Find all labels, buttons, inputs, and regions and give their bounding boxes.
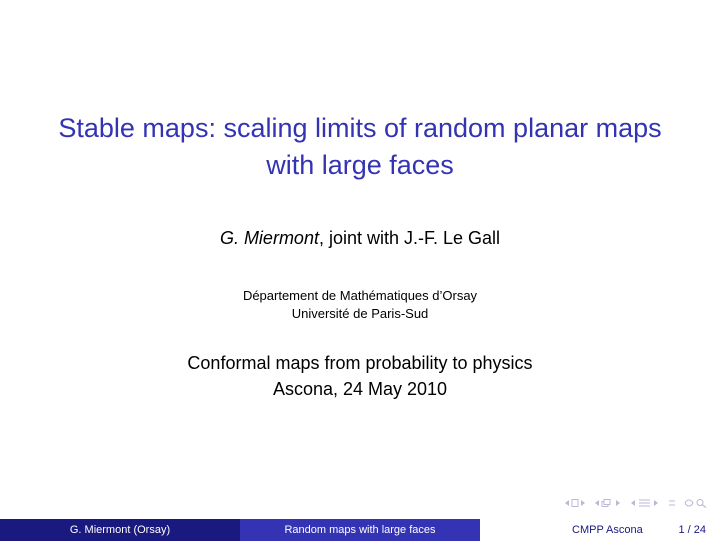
nav-next-subsection-icon	[616, 500, 620, 506]
footer-right	[480, 519, 720, 541]
nav-align-icon[interactable]	[668, 498, 676, 508]
nav-next-section-icon	[654, 500, 658, 506]
institute-line2: Université de Paris-Sud	[291, 306, 429, 321]
event-date: Ascona, 24 May 2010	[272, 379, 448, 399]
beamer-navigation	[564, 498, 708, 508]
footer-author: G. Miermont (Orsay)	[0, 519, 240, 541]
nav-prev-frame-icon	[565, 500, 569, 506]
footer-conference: CMPP Ascona	[572, 524, 643, 536]
main-author: G. Miermont	[219, 228, 319, 248]
nav-prev-section-icon	[631, 500, 635, 506]
nav-prev-subsection-icon	[595, 500, 599, 506]
nav-section-group[interactable]	[630, 498, 660, 508]
authors	[0, 228, 720, 249]
footer-bar	[0, 519, 720, 541]
footer-page-number: 1 / 24	[678, 524, 706, 536]
event	[0, 350, 720, 402]
slide-title-line1: Stable maps: scaling limits of random planar maps	[58, 113, 662, 143]
nav-search-icon[interactable]	[684, 498, 708, 508]
nav-subsection-group[interactable]	[594, 498, 622, 508]
slide-title	[0, 110, 720, 184]
co-authors: , joint with J.-F. Le Gall	[318, 228, 501, 248]
institute	[0, 287, 720, 323]
slide-title-line2: with large faces	[266, 150, 454, 180]
footer-short-title: Random maps with large faces	[240, 519, 480, 541]
institute-line1: Département de Mathématiques d’Orsay	[242, 288, 478, 303]
event-name: Conformal maps from probability to physics	[187, 353, 533, 373]
nav-frame-group[interactable]	[564, 498, 586, 508]
nav-next-frame-icon	[581, 500, 585, 506]
